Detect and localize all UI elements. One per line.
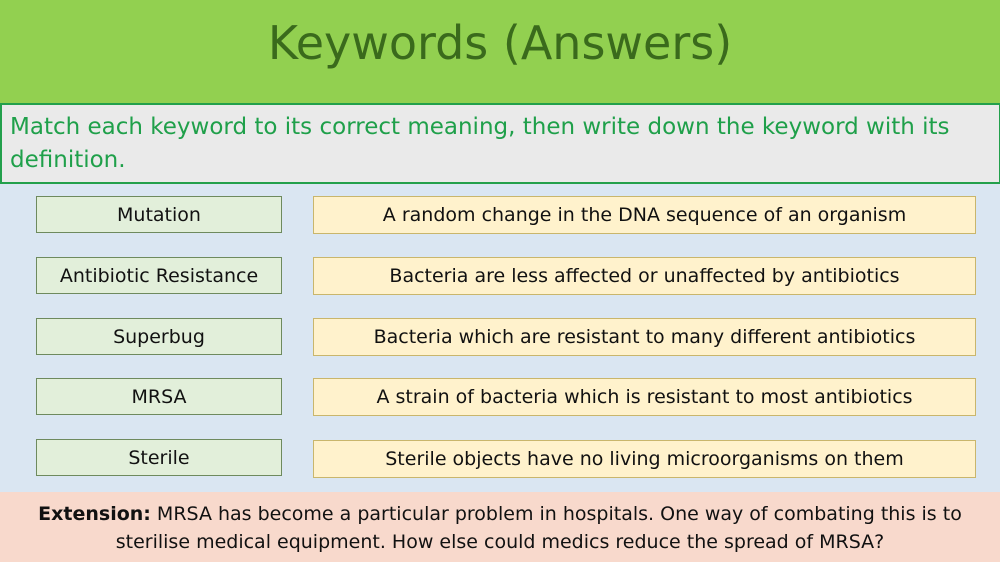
keyword-box-superbug: Superbug <box>36 318 282 355</box>
extension-body: MRSA has become a particular problem in hospitals. One way of combating this is to sterilise medical equipment. How else could medics reduce the spread of MRSA? <box>115 503 962 553</box>
definition-box-mrsa: A strain of bacteria which is resistant to most antibiotics <box>313 378 976 416</box>
instruction-box <box>0 103 1000 184</box>
instruction-text: Match each keyword to its correct meaning, then write down the keyword with its definition. <box>10 114 950 173</box>
keyword-box-mrsa: MRSA <box>36 378 282 415</box>
extension-box <box>0 492 1000 562</box>
definition-box-mutation: A random change in the DNA sequence of an organism <box>313 196 976 234</box>
keyword-box-sterile: Sterile <box>36 439 282 476</box>
keyword-box-antibiotic-resistance: Antibiotic Resistance <box>36 257 282 294</box>
page-title: Keywords (Answers) <box>267 16 733 70</box>
definition-box-superbug: Bacteria which are resistant to many different antibiotics <box>313 318 976 356</box>
definition-box-sterile: Sterile objects have no living microorganisms on them <box>313 440 976 478</box>
extension-label: Extension: <box>38 503 151 525</box>
definition-box-antibiotic-resistance: Bacteria are less affected or unaffected by antibiotics <box>313 257 976 295</box>
keyword-box-mutation: Mutation <box>36 196 282 233</box>
header-bar <box>0 0 1000 103</box>
extension-text <box>10 500 990 556</box>
